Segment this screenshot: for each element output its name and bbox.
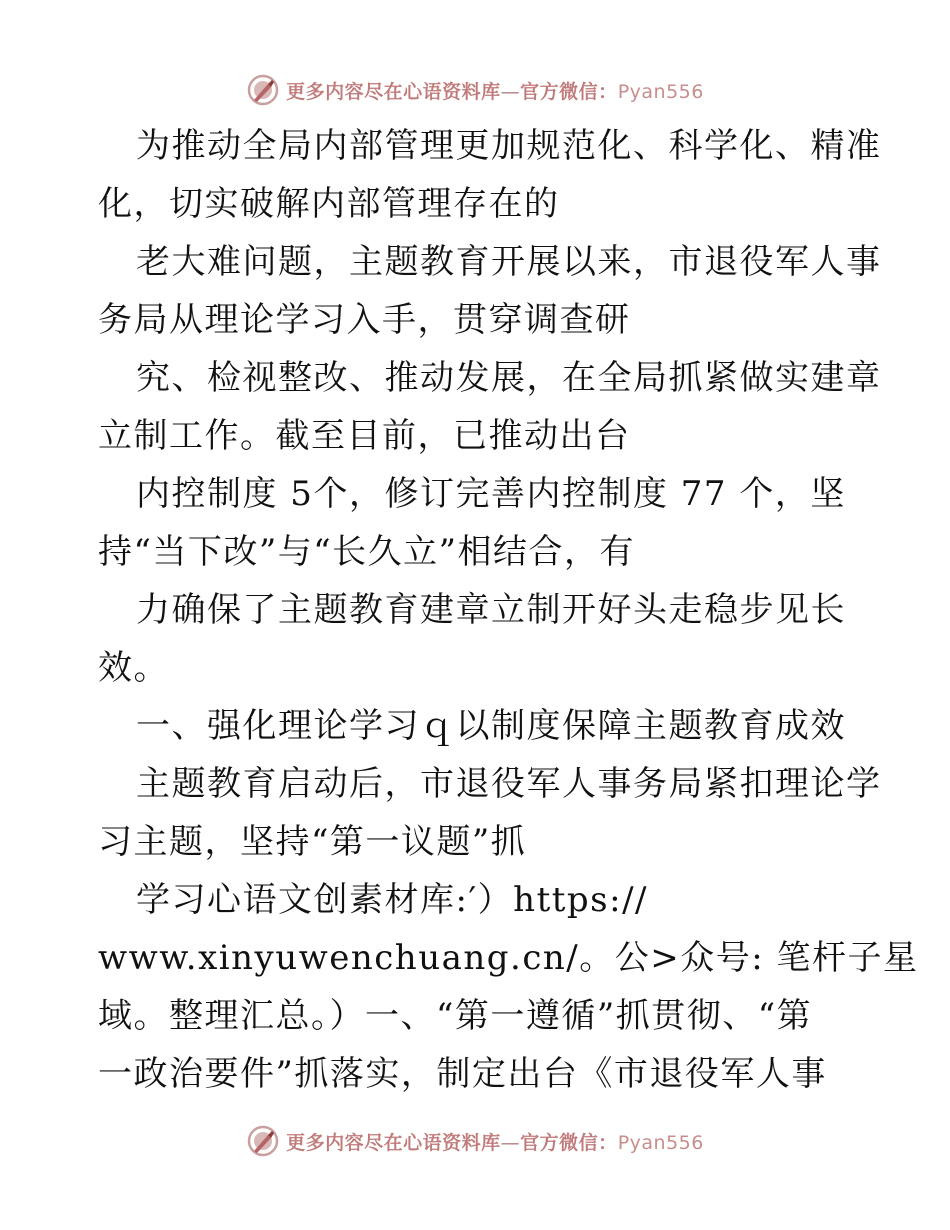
text-line: 力确保了主题教育建章立制开好头走稳步见长 bbox=[136, 590, 846, 630]
text-line: www.xinyuwenchuang.cn/。公>众号: 笔杆子星 bbox=[98, 938, 919, 978]
text-line: 立制工作。截至目前，已推动出台 bbox=[98, 416, 631, 456]
text-line: 化，切实破解内部管理存在的 bbox=[98, 184, 560, 224]
text-line: 持“当下改”与“长久立”相结合，有 bbox=[98, 532, 636, 572]
text-line: 学习心语文创素材库:′）https:// bbox=[136, 880, 648, 920]
watermark-text: 更多内容尽在心语资料库—官方微信：Pyan556 bbox=[286, 1131, 704, 1154]
text-line: 内控制度 5个，修订完善内控制度 77 个，坚 bbox=[136, 474, 846, 514]
text-line: 一政治要件”抓落实，制定出台《市退役军人事 bbox=[98, 1054, 827, 1094]
document-body bbox=[98, 117, 919, 1103]
text-line: 务局从理论学习入手，贯穿调查研 bbox=[98, 300, 631, 340]
watermark-text: 更多内容尽在心语资料库—官方微信：Pyan556 bbox=[286, 80, 704, 103]
pen-logo-icon bbox=[246, 1124, 280, 1158]
text-line: 主题教育启动后，市退役军人事务局紧扣理论学 bbox=[136, 764, 882, 804]
text-line: 为推动全局内部管理更加规范化、科学化、精准 bbox=[136, 126, 882, 166]
header-watermark bbox=[0, 70, 950, 110]
section-heading: 一、强化理论学习ｑ以制度保障主题教育成效 bbox=[136, 706, 846, 746]
text-line: 习主题，坚持“第一议题”抓 bbox=[98, 822, 527, 862]
text-line: 老大难问题，主题教育开展以来，市退役军人事 bbox=[136, 242, 882, 282]
pen-logo-icon bbox=[246, 73, 280, 107]
text-line: 效。 bbox=[98, 648, 169, 688]
text-line: 究、检视整改、推动发展，在全局抓紧做实建章 bbox=[136, 358, 882, 398]
text-line: 域。整理汇总。）一、“第一遵循”抓贯彻、“第 bbox=[98, 996, 813, 1036]
footer-watermark bbox=[0, 1121, 950, 1161]
